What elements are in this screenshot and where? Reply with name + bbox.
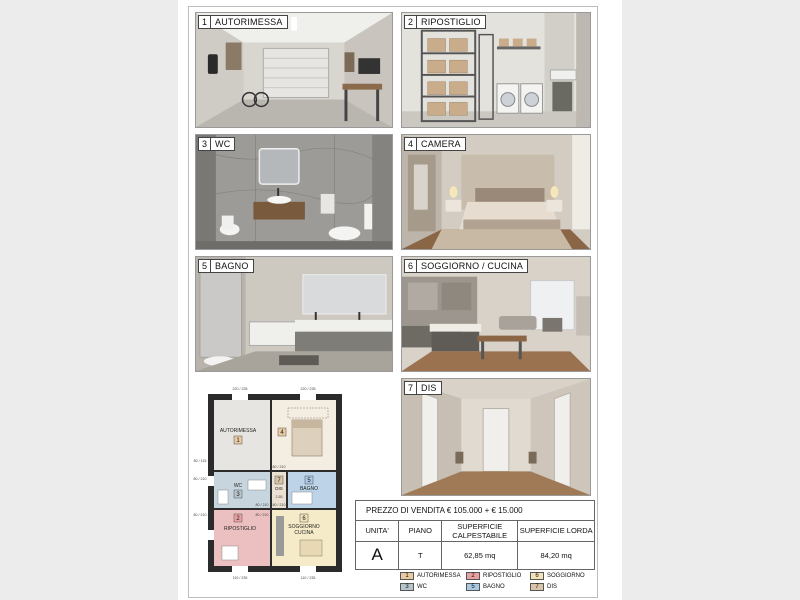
plan-label-autorimessa: AUTORIMESSA xyxy=(219,428,257,434)
wc-image xyxy=(196,135,392,249)
dim-top-right: 220 / 235 xyxy=(300,387,316,391)
dim-bottom-right: 110 / 235 xyxy=(300,576,316,580)
value-superficie-lorda: 84,20 mq xyxy=(540,550,572,560)
room-number: 4 xyxy=(405,138,417,150)
plan-label-dis: DIS xyxy=(275,486,283,491)
room-tag xyxy=(404,15,486,29)
value-superficie-calpestabile: 62,85 mq xyxy=(442,541,518,569)
photo-bagno xyxy=(195,256,393,372)
plan-label-ripostiglio: RIPOSTIGLIO xyxy=(224,526,256,532)
dim-left-3: 80 / 210 xyxy=(193,513,207,517)
room-label: CAMERA xyxy=(421,139,461,149)
plan-num-autorimessa: 1 xyxy=(236,438,240,444)
sale-price: PREZZO DI VENDITA € 105.000 + € 15.000 xyxy=(356,501,594,521)
dim-left-1: 80 / 115 xyxy=(193,459,207,463)
bedroom-image xyxy=(402,135,590,249)
dim-left-2: 80 / 210 xyxy=(193,477,207,481)
floor-plan-drawing xyxy=(192,380,342,582)
floor-plan xyxy=(192,380,342,582)
legend-item xyxy=(400,582,427,592)
room-tag xyxy=(198,137,235,151)
hallway-image xyxy=(402,379,590,495)
plan-label-wc: WC xyxy=(233,483,243,489)
header-superficie-lorda: SUPERFICIE LORDA xyxy=(518,521,594,541)
room-number: 6 xyxy=(405,260,417,272)
photo-wc xyxy=(195,134,393,250)
room-label: BAGNO xyxy=(215,261,249,271)
value-unita: A xyxy=(356,541,399,569)
photo-dis xyxy=(401,378,591,496)
room-number: 2 xyxy=(405,16,417,28)
garage-image xyxy=(196,13,392,127)
room-legend xyxy=(400,571,595,593)
room-tag xyxy=(404,259,528,273)
living-kitchen-image xyxy=(402,257,590,371)
dim-dis-1: 80 / 210 xyxy=(272,465,286,469)
legend-item xyxy=(530,582,557,592)
dim-mid-2: 80 / 210 xyxy=(255,513,269,517)
legend-swatch: 1 xyxy=(400,572,414,580)
room-number: 5 xyxy=(199,260,211,272)
room-tag xyxy=(198,259,254,273)
room-label: RIPOSTIGLIO xyxy=(421,17,481,27)
legend-item xyxy=(530,571,585,581)
legend-swatch: 2 xyxy=(466,572,480,580)
dim-dis-2: 2,55 xyxy=(275,495,283,499)
legend-label: AUTORIMESSA xyxy=(417,573,461,579)
header-superficie-calpestabile: SUPERFICIE CALPESTABILE xyxy=(442,521,518,541)
room-label: DIS xyxy=(421,383,437,393)
dim-dis-3: 80 / 210 xyxy=(272,503,286,507)
legend-label: DIS xyxy=(547,584,558,590)
legend-swatch: 7 xyxy=(530,583,544,591)
photo-camera xyxy=(401,134,591,250)
plan-label-cucina: CUCINA xyxy=(294,530,314,536)
room-label: SOGGIORNO / CUCINA xyxy=(421,261,524,271)
room-number: 1 xyxy=(199,16,211,28)
photo-soggiorno-cucina xyxy=(401,256,591,372)
room-tag xyxy=(404,137,466,151)
plan-num-ripostiglio: 2 xyxy=(236,516,240,522)
sale-info-table xyxy=(355,500,595,570)
plan-num-wc: 3 xyxy=(236,492,240,498)
legend-swatch: 3 xyxy=(400,583,414,591)
value-piano: T xyxy=(399,541,442,569)
storage-room-image xyxy=(402,13,590,127)
dim-mid-1: 80 / 210 xyxy=(255,503,269,507)
legend-label: WC xyxy=(417,584,427,590)
plan-label-bagno: BAGNO xyxy=(299,486,319,492)
room-label: WC xyxy=(215,139,231,149)
room-number: 7 xyxy=(405,382,417,394)
legend-label: SOGGIORNO xyxy=(547,573,585,579)
legend-item xyxy=(400,571,461,581)
room-number: 3 xyxy=(199,138,211,150)
header-piano: PIANO xyxy=(399,521,442,541)
legend-swatch: 5 xyxy=(466,583,480,591)
legend-swatch: 6 xyxy=(530,572,544,580)
plan-num-bagno: 5 xyxy=(307,478,311,484)
bathroom-image xyxy=(196,257,392,371)
header-unita: UNITA' xyxy=(356,521,399,541)
plan-num-soggiorno: 6 xyxy=(302,516,306,522)
dim-bottom-left: 110 / 235 xyxy=(232,576,248,580)
plan-num-camera: 4 xyxy=(280,430,284,436)
plan-room-autorimessa xyxy=(214,400,270,470)
room-label: AUTORIMESSA xyxy=(215,17,283,27)
legend-label: RIPOSTIGLIO xyxy=(483,573,522,579)
plan-num-dis: 7 xyxy=(277,478,281,484)
legend-label: BAGNO xyxy=(483,584,505,590)
photo-autorimessa xyxy=(195,12,393,128)
legend-item xyxy=(466,582,505,592)
room-tag xyxy=(404,381,442,395)
plan-label-soggiorno: SOGGIORNO xyxy=(288,524,320,530)
dim-top-left: 220 / 235 xyxy=(232,387,248,391)
legend-item xyxy=(466,571,521,581)
photo-ripostiglio xyxy=(401,12,591,128)
room-tag xyxy=(198,15,288,29)
